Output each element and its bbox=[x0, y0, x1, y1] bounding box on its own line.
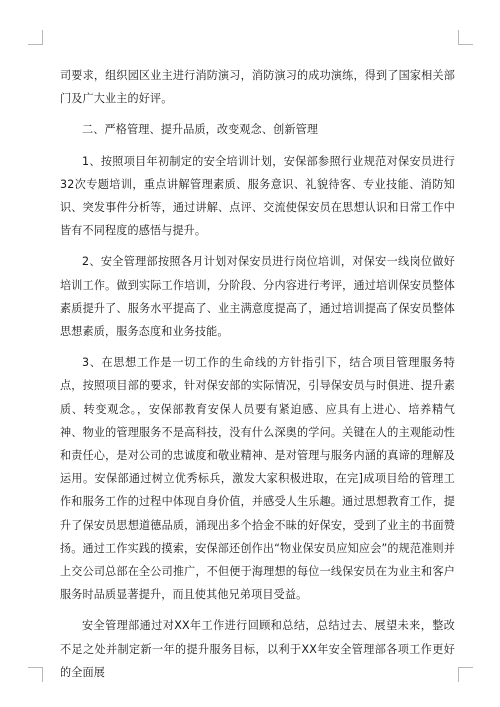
crop-mark-bottom-right bbox=[458, 667, 473, 682]
paragraph-item-2: 2、安全管理部按照各月计划对保安员进行岗位培训，对保安一线岗位做好培训工作。做到实际工作培训，分阶段、分内容进行考评，通过培训保安员整体素质提升了、服务水平提高了、业主满意度提高了，通过培训提高了保安员整体思想素质，服务态度和业务技能。 bbox=[60, 255, 455, 339]
crop-mark-bottom-left bbox=[28, 667, 43, 682]
section-heading: 二、严格管理、提升品质，改变观念、创新管理 bbox=[82, 123, 319, 137]
paragraph-summary: 安全管理部通过对XX年工作进行回顾和总结，总结过去、展望未来，整改不足之处并制定新一年的提升服务目标，以利于XX年安全管理部各项工作更好的全面展 bbox=[60, 619, 455, 679]
paragraph-item-1: 1、按照项目年初制定的安全培训计划，安保部参照行业规范对保安员进行32次专题培训，重点讲解管理素质、服务意识、礼貌待客、专业技能、消防知识、突发事件分析等，通过讲解、点评、交流使保安员在思想认识和日常工作中皆有不同程度的感悟与提升。 bbox=[60, 154, 455, 238]
paragraph-item-3: 3、在思想工作是一切工作的生命线的方针指引下，结合项目管理服务特点，按照项目部的要求，针对保安部的实际情况，引导保安员与时俱进、提升素质、转变观念。，安保部教育安保人员要有紧迫感、应具有上进心、培养精气神、物业的管理服务不是高科技，没有什么深奥的学问。关键在人的主观能动性和责任心，是对公司的忠诚度和敬业精神、是对管理与服务内涵的真谛的理解及运用。安保部通过树立优秀标兵，激发大家积极进取，在完]成项目给的管理工作和服务工作的过程中体现自身价值，并感受人生乐趣。通过思想教育工作，提升了保安员思想道德品质，涌现出多个拾金不昧的好保安，受到了业主的书面赞扬。通过工作实践的摸索，安保部还创作出“物业保安员应知应会”的规范准则并上交公司总部在全公司推广，不但便于海理想的每位一线保安员在为业主和客户服务时品质显著提升，而且使其他兄弟项目受益。 bbox=[60, 356, 455, 602]
paragraph-continuation: 司要求，组织园区业主进行消防演习，消防演习的成功演练，得到了国家相关部门及广大业主的好评。 bbox=[60, 69, 455, 106]
document-body bbox=[60, 64, 455, 684]
crop-mark-top-left bbox=[28, 30, 43, 45]
crop-mark-top-right bbox=[458, 30, 473, 45]
